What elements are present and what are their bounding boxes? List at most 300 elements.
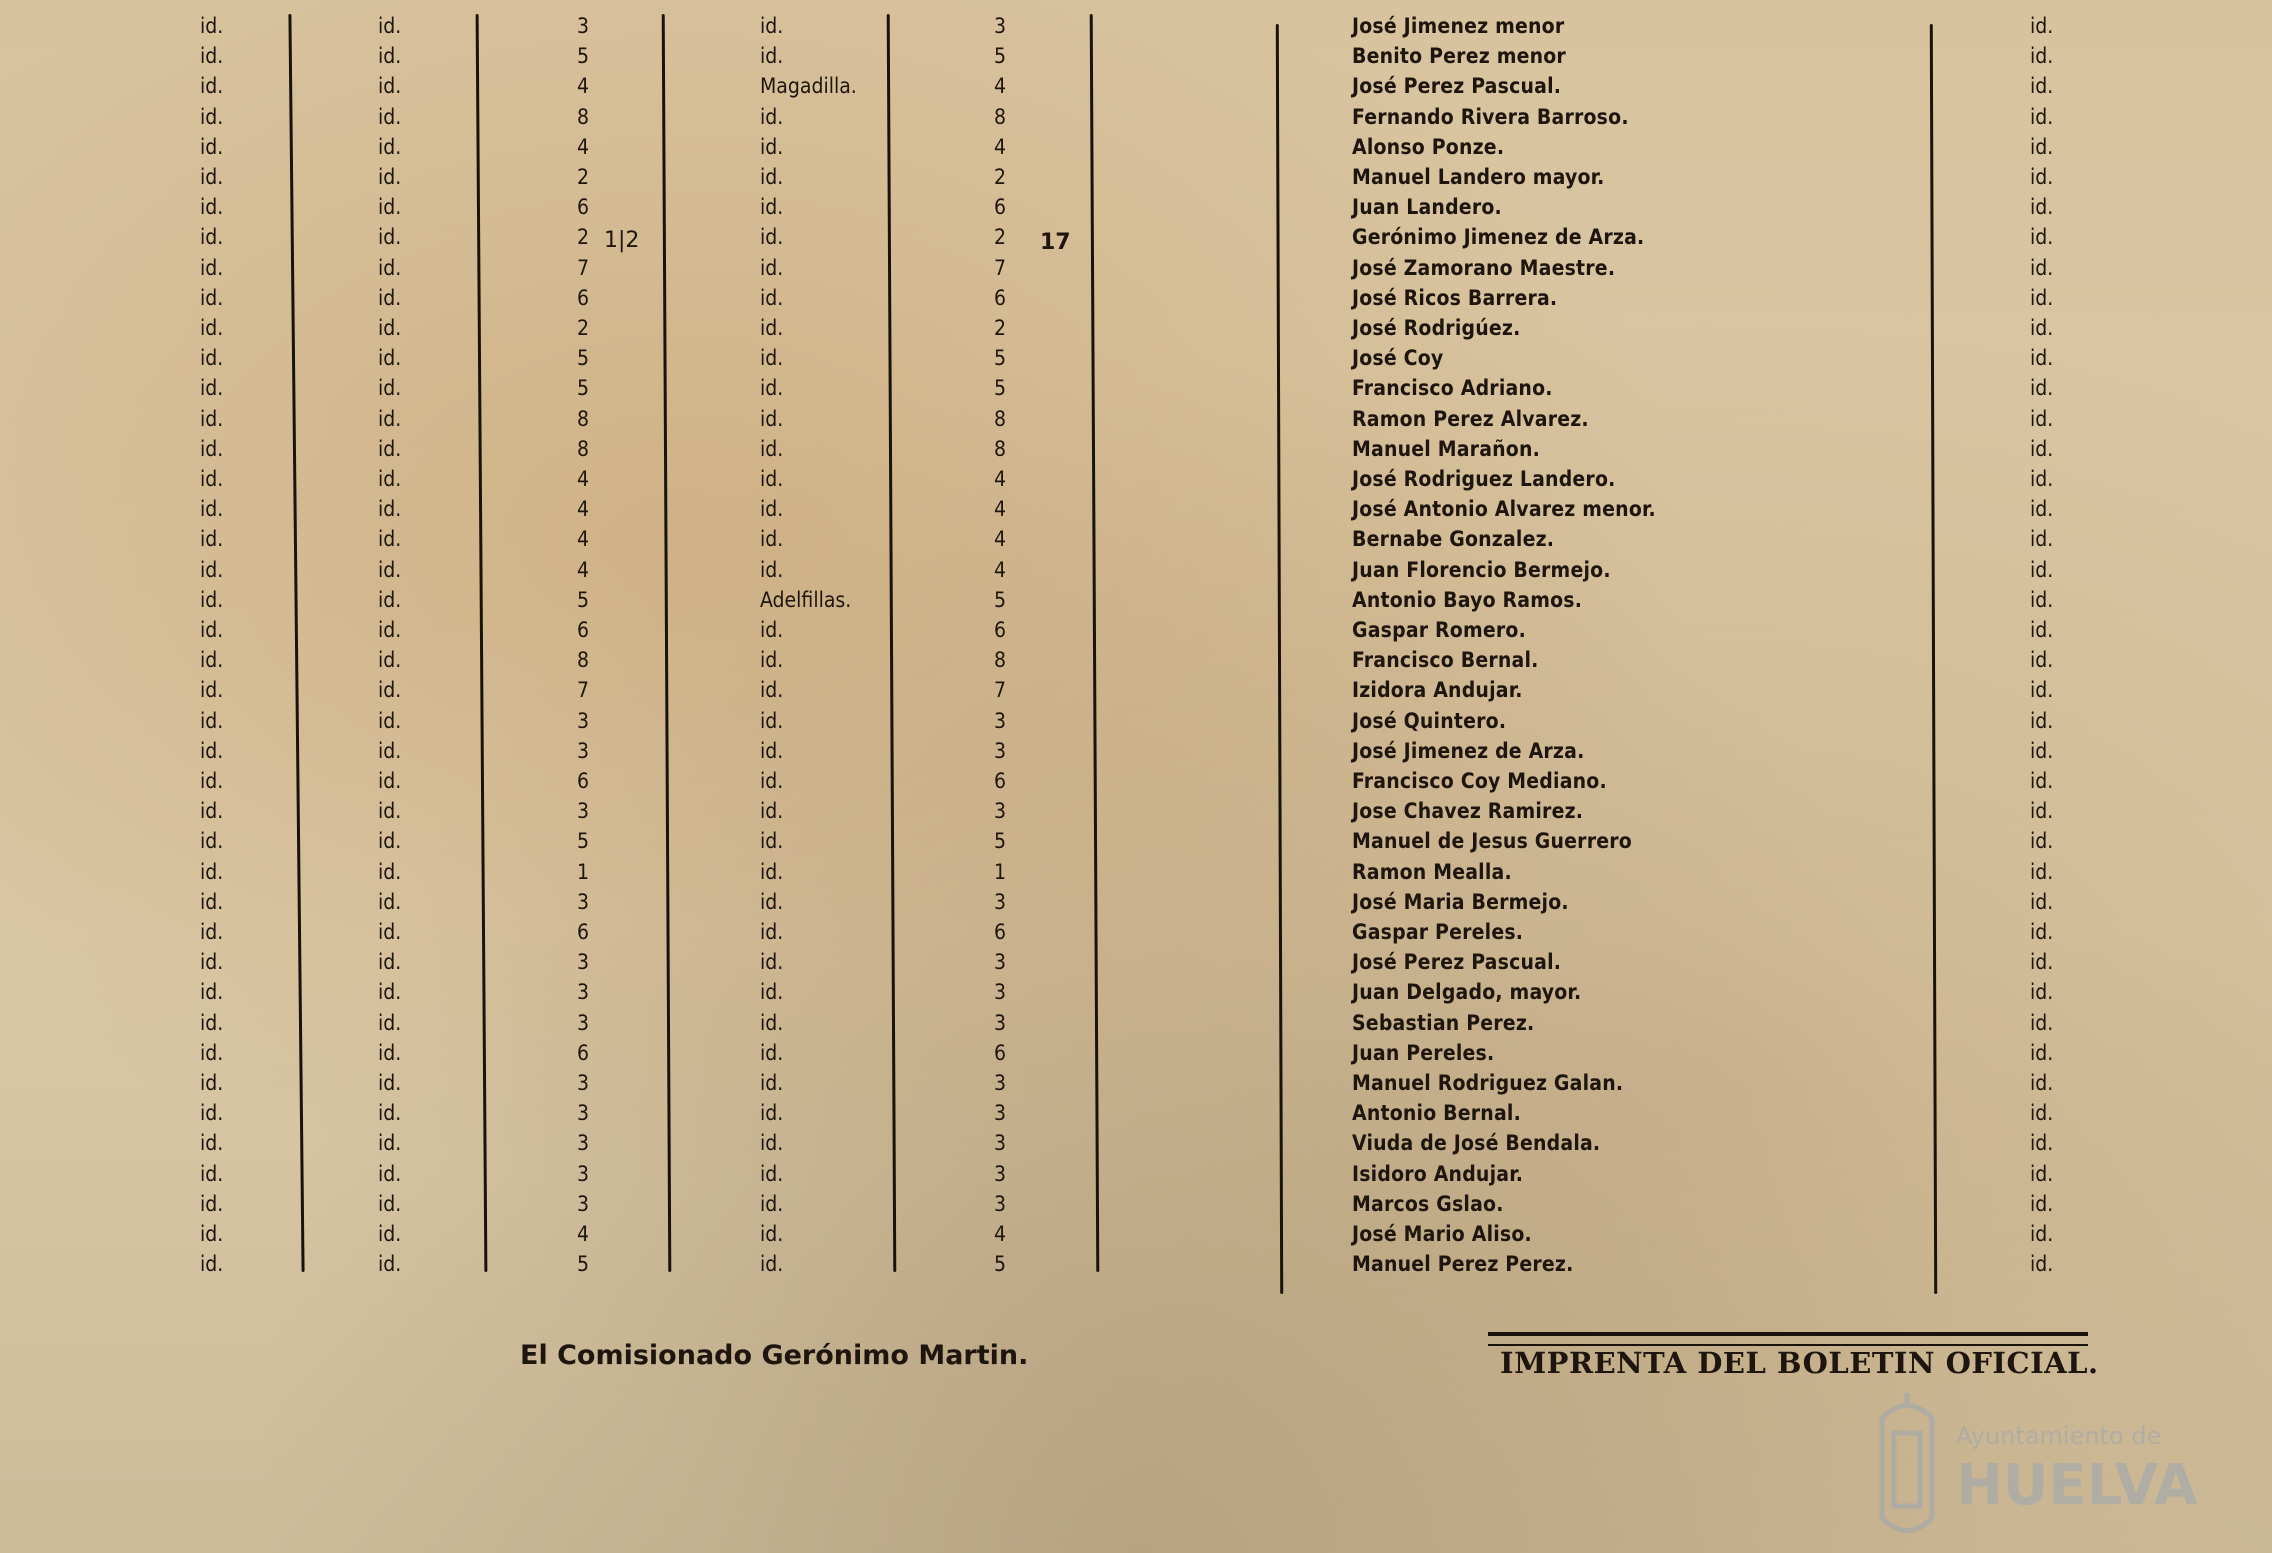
cell-last: id. (2030, 1101, 2054, 1126)
cell-col1: id. (200, 134, 224, 159)
cell-name: Marcos Gslao. (1352, 1191, 1504, 1216)
cell-col3: 8 (576, 436, 590, 461)
cell-last: id. (2030, 44, 2054, 69)
cell-name: Francisco Coy Mediano. (1352, 769, 1607, 793)
cell-last: id. (2030, 467, 2054, 491)
cell-col3: 4 (576, 467, 590, 491)
cell-place: id. (760, 406, 784, 431)
cell-col5: 3 (993, 950, 1007, 975)
cell-name: Isidoro Andujar. (1352, 1161, 1524, 1186)
cell-last: id. (2030, 557, 2054, 582)
cell-last: id. (2030, 678, 2054, 703)
cell-col3: 3 (576, 799, 590, 824)
cell-col5: 3 (993, 889, 1007, 914)
cell-col3: 5 (576, 829, 590, 854)
cell-name: Jose Chavez Ramirez. (1352, 799, 1584, 824)
cell-last: id. (2030, 1252, 2054, 1277)
cell-name: José Rodriguez Landero. (1352, 467, 1616, 491)
cell-last: id. (2030, 316, 2054, 340)
cell-col3: 3 (576, 980, 590, 1005)
cell-col2: id. (378, 1191, 402, 1216)
cell-place: id. (760, 618, 784, 642)
cell-name: Juan Florencio Bermejo. (1352, 557, 1611, 582)
cell-last: id. (2030, 225, 2054, 250)
cell-col3: 5 (576, 44, 590, 69)
cell-col3: 2 (576, 225, 590, 250)
cell-col2: id. (378, 1222, 402, 1246)
cell-place: id. (760, 104, 784, 129)
extra-value: 17 (1040, 230, 1071, 255)
cell-last: id. (2030, 1222, 2054, 1246)
cell-place: id. (760, 829, 784, 854)
cell-col1: id. (200, 1252, 224, 1277)
cell-col1: id. (200, 74, 224, 99)
cell-col5: 4 (993, 467, 1007, 491)
cell-col5: 6 (993, 920, 1007, 944)
cell-col5: 3 (993, 1161, 1007, 1186)
cell-last: id. (2030, 195, 2054, 220)
cell-last: id. (2030, 1131, 2054, 1156)
cell-col2: id. (378, 44, 402, 69)
cell-place: id. (760, 1191, 784, 1216)
cell-place: Adelfillas. (760, 587, 852, 612)
cell-name: José Perez Pascual. (1352, 74, 1562, 99)
cell-col2: id. (378, 1101, 402, 1126)
cell-col5: 2 (993, 225, 1007, 250)
cell-place: id. (760, 225, 784, 250)
cell-col3: 3 (576, 889, 590, 914)
cell-col3: 4 (576, 497, 590, 522)
cell-col1: id. (200, 1071, 224, 1095)
cell-col5: 4 (993, 497, 1007, 522)
cell-place: id. (760, 285, 784, 310)
cell-col5: 3 (993, 1131, 1007, 1156)
cell-col3: 7 (576, 678, 590, 703)
cell-col3: 3 (576, 950, 590, 975)
cell-col2: id. (378, 346, 402, 371)
cell-col1: id. (200, 799, 224, 824)
cell-col2: id. (378, 165, 402, 189)
cell-place: id. (760, 648, 784, 673)
cell-place: id. (760, 920, 784, 944)
cell-col3: 6 (576, 1040, 590, 1065)
cell-col5: 2 (993, 165, 1007, 189)
cell-col3: 4 (576, 1222, 590, 1246)
cell-col3: 4 (576, 74, 590, 99)
cell-col1: id. (200, 648, 224, 673)
cell-col5: 4 (993, 557, 1007, 582)
cell-name: José Rodrigúez. (1352, 316, 1521, 340)
cell-last: id. (2030, 376, 2054, 401)
cell-col3: 6 (576, 769, 590, 793)
cell-name: Ramon Mealla. (1352, 859, 1512, 884)
cell-place: id. (760, 889, 784, 914)
cell-col2: id. (378, 557, 402, 582)
cell-place: id. (760, 165, 784, 189)
fraction-note: 1|2 (604, 228, 640, 253)
cell-col2: id. (378, 920, 402, 944)
cell-col3: 3 (576, 1071, 590, 1095)
cell-name: Juan Landero. (1352, 195, 1502, 220)
cell-last: id. (2030, 1071, 2054, 1095)
cell-name: Gaspar Romero. (1352, 618, 1526, 642)
cell-col3: 8 (576, 104, 590, 129)
cell-last: id. (2030, 527, 2054, 552)
cell-col1: id. (200, 618, 224, 642)
cell-col1: id. (200, 165, 224, 189)
cell-place: id. (760, 708, 784, 733)
cell-place: id. (760, 557, 784, 582)
watermark-line2: HUELVA (1956, 1453, 2198, 1518)
cell-col1: id. (200, 980, 224, 1005)
cell-col1: id. (200, 557, 224, 582)
cell-col2: id. (378, 738, 402, 763)
cell-col3: 3 (576, 1131, 590, 1156)
cell-last: id. (2030, 889, 2054, 914)
cell-col2: id. (378, 1071, 402, 1095)
cell-col3: 6 (576, 618, 590, 642)
cell-col5: 1 (993, 859, 1007, 884)
cell-name: Manuel Perez Perez. (1352, 1252, 1574, 1277)
cell-name: Alonso Ponze. (1352, 134, 1505, 159)
cell-col3: 3 (576, 1191, 590, 1216)
cell-col2: id. (378, 859, 402, 884)
cell-col3: 5 (576, 1252, 590, 1277)
cell-place: id. (760, 950, 784, 975)
cell-col2: id. (378, 1161, 402, 1186)
cell-place: id. (760, 799, 784, 824)
cell-col1: id. (200, 285, 224, 310)
cell-col5: 5 (993, 376, 1007, 401)
cell-col3: 4 (576, 557, 590, 582)
cell-last: id. (2030, 799, 2054, 824)
cell-col2: id. (378, 618, 402, 642)
cell-name: José Zamorano Maestre. (1352, 255, 1616, 280)
cell-col5: 7 (993, 678, 1007, 703)
cell-col5: 6 (993, 769, 1007, 793)
cell-col1: id. (200, 950, 224, 975)
cell-name: José Perez Pascual. (1352, 950, 1562, 975)
cell-name: José Antonio Alvarez menor. (1352, 497, 1656, 522)
cell-name: José Mario Aliso. (1352, 1222, 1532, 1246)
cell-col2: id. (378, 799, 402, 824)
cell-col1: id. (200, 738, 224, 763)
cell-col1: id. (200, 527, 224, 552)
cell-col3: 3 (576, 1010, 590, 1035)
cell-col1: id. (200, 195, 224, 220)
cell-place: id. (760, 1101, 784, 1126)
cell-col5: 3 (993, 708, 1007, 733)
cell-col1: id. (200, 104, 224, 129)
cell-col3: 2 (576, 165, 590, 189)
printer-rule (1488, 1332, 2088, 1346)
cell-place: id. (760, 1222, 784, 1246)
cell-col1: id. (200, 1010, 224, 1035)
cell-col1: id. (200, 14, 224, 38)
cell-name: Gerónimo Jimenez de Arza. (1352, 225, 1645, 250)
cell-last: id. (2030, 497, 2054, 522)
cell-col5: 4 (993, 134, 1007, 159)
cell-col3: 3 (576, 1161, 590, 1186)
cell-place: id. (760, 738, 784, 763)
cell-col1: id. (200, 920, 224, 944)
cell-col5: 3 (993, 1101, 1007, 1126)
cell-name: Benito Perez menor (1352, 44, 1566, 69)
cell-place: id. (760, 1131, 784, 1156)
cell-col2: id. (378, 376, 402, 401)
cell-col3: 5 (576, 376, 590, 401)
cell-col1: id. (200, 678, 224, 703)
cell-col5: 3 (993, 799, 1007, 824)
cell-col1: id. (200, 1161, 224, 1186)
cell-col2: id. (378, 436, 402, 461)
cell-col3: 3 (576, 1101, 590, 1126)
huelva-city-watermark-logo (1862, 1378, 2262, 1548)
cell-col1: id. (200, 859, 224, 884)
cell-place: id. (760, 497, 784, 522)
cell-place: id. (760, 1252, 784, 1277)
cell-place: id. (760, 346, 784, 371)
commissioner-signature-line: El Comisionado Gerónimo Martin. (520, 1340, 1029, 1371)
cell-col5: 4 (993, 527, 1007, 552)
cell-last: id. (2030, 859, 2054, 884)
cell-name: Viuda de José Bendala. (1352, 1131, 1601, 1156)
cell-last: id. (2030, 950, 2054, 975)
cell-last: id. (2030, 406, 2054, 431)
cell-col3: 8 (576, 406, 590, 431)
cell-col2: id. (378, 14, 402, 38)
cell-col5: 7 (993, 255, 1007, 280)
cell-col5: 8 (993, 104, 1007, 129)
cell-name: Manuel Marañon. (1352, 436, 1541, 461)
cell-col5: 4 (993, 74, 1007, 99)
cell-col2: id. (378, 708, 402, 733)
cell-col2: id. (378, 467, 402, 491)
cell-last: id. (2030, 1191, 2054, 1216)
cell-name: José Jimenez de Arza. (1352, 738, 1585, 763)
cell-col1: id. (200, 1040, 224, 1065)
cell-place: id. (760, 44, 784, 69)
cell-col1: id. (200, 889, 224, 914)
cell-last: id. (2030, 134, 2054, 159)
cell-last: id. (2030, 14, 2054, 38)
cell-col3: 3 (576, 708, 590, 733)
cell-col5: 6 (993, 618, 1007, 642)
cell-place: Magadilla. (760, 74, 857, 99)
cell-col2: id. (378, 648, 402, 673)
cell-col2: id. (378, 769, 402, 793)
cell-last: id. (2030, 255, 2054, 280)
cell-last: id. (2030, 829, 2054, 854)
cell-name: Gaspar Pereles. (1352, 920, 1524, 944)
cell-col2: id. (378, 1010, 402, 1035)
cell-col1: id. (200, 436, 224, 461)
cell-name: Izidora Andujar. (1352, 678, 1523, 703)
cell-col5: 4 (993, 1222, 1007, 1246)
cell-col2: id. (378, 285, 402, 310)
cell-name: Francisco Adriano. (1352, 376, 1553, 401)
cell-col2: id. (378, 497, 402, 522)
cell-place: id. (760, 769, 784, 793)
cell-col3: 5 (576, 346, 590, 371)
cell-place: id. (760, 980, 784, 1005)
cell-name: José Quintero. (1352, 708, 1507, 733)
cell-col2: id. (378, 134, 402, 159)
cell-last: id. (2030, 1040, 2054, 1065)
cell-col1: id. (200, 1191, 224, 1216)
cell-place: id. (760, 134, 784, 159)
cell-col1: id. (200, 1131, 224, 1156)
cell-col1: id. (200, 829, 224, 854)
cell-col5: 6 (993, 285, 1007, 310)
cell-name: Manuel Landero mayor. (1352, 165, 1605, 189)
cell-last: id. (2030, 769, 2054, 793)
cell-last: id. (2030, 285, 2054, 310)
cell-col1: id. (200, 1222, 224, 1246)
cell-place: id. (760, 467, 784, 491)
cell-col3: 6 (576, 285, 590, 310)
cell-col2: id. (378, 829, 402, 854)
cell-place: id. (760, 255, 784, 280)
cell-place: id. (760, 1071, 784, 1095)
cell-name: José Jimenez menor (1352, 14, 1565, 38)
cell-last: id. (2030, 648, 2054, 673)
cell-col1: id. (200, 587, 224, 612)
cell-col1: id. (200, 708, 224, 733)
cell-name: Francisco Bernal. (1352, 648, 1539, 673)
cell-col3: 6 (576, 195, 590, 220)
cell-col1: id. (200, 44, 224, 69)
cell-col2: id. (378, 316, 402, 340)
cell-col5: 5 (993, 346, 1007, 371)
cell-last: id. (2030, 980, 2054, 1005)
cell-place: id. (760, 1040, 784, 1065)
cell-last: id. (2030, 738, 2054, 763)
cell-col5: 8 (993, 436, 1007, 461)
cell-last: id. (2030, 165, 2054, 189)
cell-col2: id. (378, 1252, 402, 1277)
cell-last: id. (2030, 1161, 2054, 1186)
cell-col3: 3 (576, 738, 590, 763)
cell-col3: 7 (576, 255, 590, 280)
cell-name: José Maria Bermejo. (1352, 889, 1569, 914)
cell-col5: 3 (993, 14, 1007, 38)
cell-col3: 6 (576, 920, 590, 944)
cell-col2: id. (378, 950, 402, 975)
cell-name: Juan Delgado, mayor. (1352, 980, 1582, 1005)
cell-name: José Coy (1352, 346, 1444, 371)
cell-col5: 5 (993, 829, 1007, 854)
cell-place: id. (760, 1161, 784, 1186)
printer-imprint: IMPRENTA DEL BOLETIN OFICIAL. (1500, 1346, 2099, 1380)
cell-place: id. (760, 859, 784, 884)
cell-col5: 3 (993, 1191, 1007, 1216)
cell-col2: id. (378, 1040, 402, 1065)
cell-col3: 2 (576, 316, 590, 340)
cell-col2: id. (378, 587, 402, 612)
cell-place: id. (760, 195, 784, 220)
cell-last: id. (2030, 618, 2054, 642)
cell-col5: 8 (993, 406, 1007, 431)
cell-col1: id. (200, 346, 224, 371)
cell-col3: 8 (576, 648, 590, 673)
cell-last: id. (2030, 104, 2054, 129)
cell-last: id. (2030, 436, 2054, 461)
cell-col1: id. (200, 467, 224, 491)
cell-col1: id. (200, 769, 224, 793)
cell-name: Antonio Bernal. (1352, 1101, 1521, 1126)
cell-col1: id. (200, 376, 224, 401)
cell-col1: id. (200, 497, 224, 522)
cell-col3: 4 (576, 527, 590, 552)
cell-place: id. (760, 436, 784, 461)
cell-col5: 5 (993, 587, 1007, 612)
cell-place: id. (760, 376, 784, 401)
cell-place: id. (760, 316, 784, 340)
cell-name: José Ricos Barrera. (1352, 285, 1558, 310)
cell-col5: 8 (993, 648, 1007, 673)
watermark-line1: Ayuntamiento de (1956, 1422, 2162, 1450)
cell-col2: id. (378, 406, 402, 431)
cell-name: Juan Pereles. (1352, 1040, 1495, 1065)
cell-col1: id. (200, 316, 224, 340)
cell-col2: id. (378, 1131, 402, 1156)
cell-last: id. (2030, 1010, 2054, 1035)
cell-place: id. (760, 1010, 784, 1035)
cell-col5: 5 (993, 44, 1007, 69)
cell-col5: 3 (993, 980, 1007, 1005)
cell-col2: id. (378, 255, 402, 280)
cell-col5: 3 (993, 1010, 1007, 1035)
cell-col5: 3 (993, 738, 1007, 763)
cell-col5: 6 (993, 195, 1007, 220)
cell-last: id. (2030, 74, 2054, 99)
cell-col3: 1 (576, 859, 590, 884)
cell-name: Antonio Bayo Ramos. (1352, 587, 1583, 612)
cell-col1: id. (200, 1101, 224, 1126)
cell-col3: 3 (576, 14, 590, 38)
cell-col2: id. (378, 527, 402, 552)
cell-name: Fernando Rivera Barroso. (1352, 104, 1629, 129)
cell-col1: id. (200, 255, 224, 280)
cell-col5: 5 (993, 1252, 1007, 1277)
cell-name: Bernabe Gonzalez. (1352, 527, 1555, 552)
cell-name: Ramon Perez Alvarez. (1352, 406, 1589, 431)
cell-place: id. (760, 14, 784, 38)
cell-last: id. (2030, 708, 2054, 733)
cell-col2: id. (378, 195, 402, 220)
cell-last: id. (2030, 920, 2054, 944)
cell-last: id. (2030, 346, 2054, 371)
cell-name: Manuel de Jesus Guerrero (1352, 829, 1632, 854)
cell-col2: id. (378, 74, 402, 99)
cell-col2: id. (378, 225, 402, 250)
cell-col3: 4 (576, 134, 590, 159)
cell-place: id. (760, 527, 784, 552)
cell-last: id. (2030, 587, 2054, 612)
cell-col3: 5 (576, 587, 590, 612)
cell-col5: 2 (993, 316, 1007, 340)
cell-name: Manuel Rodriguez Galan. (1352, 1071, 1624, 1095)
cell-col1: id. (200, 225, 224, 250)
cell-col2: id. (378, 889, 402, 914)
cell-place: id. (760, 678, 784, 703)
cell-name: Sebastian Perez. (1352, 1010, 1535, 1035)
cell-col2: id. (378, 980, 402, 1005)
cell-col2: id. (378, 104, 402, 129)
cell-col5: 3 (993, 1071, 1007, 1095)
cell-col5: 6 (993, 1040, 1007, 1065)
